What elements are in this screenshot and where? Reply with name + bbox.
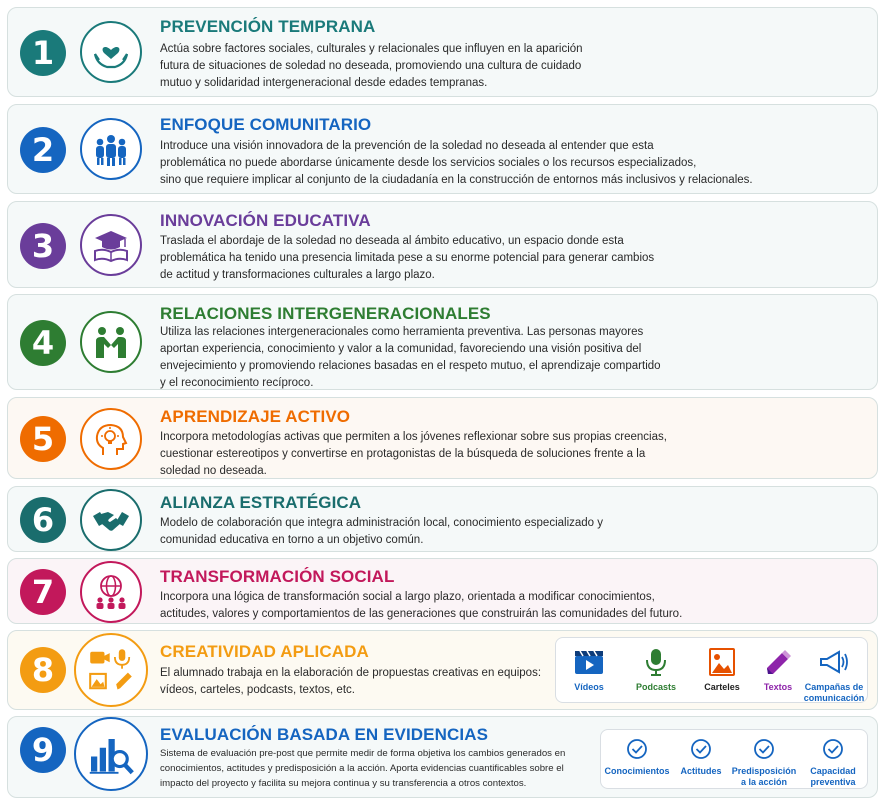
format-carteles: Carteles: [694, 648, 750, 693]
icon-ring: [80, 214, 142, 276]
card-alianza-estrategica: [7, 486, 878, 552]
card-relaciones-intergeneracionales: [7, 294, 878, 390]
card-creatividad-aplicada: [7, 630, 878, 710]
globe-people-icon: [91, 572, 131, 612]
card-title: EVALUACIÓN BASADA EN EVIDENCIAS: [160, 725, 489, 744]
card-title: TRANSFORMACIÓN SOCIAL: [160, 567, 395, 586]
card-enfoque-comunitario: [7, 104, 878, 194]
card-body: Sistema de evaluación pre-post que permite medir de forma objetiva los cambios generados en conocimientos, actitudes y predisposición a la acción. Aporta evidencias cuantificables sobre el impacto del proyecto y facilita su mejora continua y su transferencia a otros contextos.: [160, 748, 566, 789]
card-innovacion-educativa: [7, 201, 878, 288]
icon-ring: [80, 21, 142, 83]
card-body: Utiliza las relaciones intergeneracionales como herramienta preventiva. Las personas mayores aportan experiencia, conocimiento y valor a la comunidad, favoreciendo una visión positiva del envejecimiento y promoviendo relaciones basadas en el respeto mutuo, el aprendizaje compartido y el reconocimiento recíproco.: [160, 326, 661, 389]
microphone-icon: [640, 648, 672, 676]
check-circle-icon: [690, 738, 712, 760]
dimension-capacidad: Capacidad preventiva: [801, 738, 865, 788]
pencil-icon: [762, 648, 794, 676]
creative-formats-panel: [555, 637, 868, 703]
icon-ring: [80, 408, 142, 470]
number-badge: 7: [20, 569, 66, 615]
format-videos: Vídeos: [562, 648, 616, 693]
number-badge: 2: [20, 127, 66, 173]
graduation-book-icon: [91, 225, 131, 265]
number-badge: 1: [20, 30, 66, 76]
card-title: ALIANZA ESTRATÉGICA: [160, 493, 362, 512]
card-title: CREATIVIDAD APLICADA: [160, 642, 369, 661]
card-body: Incorpora metodologías activas que permiten a los jóvenes reflexionar sobre sus propias creencias, cuestionar estereotipos y convertirse en protagonistas de la búsqueda de soluciones frente a la soledad no deseada.: [160, 431, 667, 477]
two-people-handshake-icon: [91, 322, 131, 362]
card-body: Modelo de colaboración que integra administración local, conocimiento especializado y comunidad educativa en torno a un objetivo común.: [160, 517, 604, 546]
icon-ring: [80, 118, 142, 180]
creative-media-icon: [85, 644, 137, 696]
heart-hands-icon: [91, 32, 131, 72]
dimension-conocimientos: Conocimientos: [603, 738, 671, 777]
check-circle-icon: [753, 738, 775, 760]
card-body: Actúa sobre factores sociales, culturales y relacionales que influyen en la aparición futura de situaciones de soledad no deseada, promoviendo una cultura de cuidado mutuo y solidaridad intergeneracional desde edades tempranas.: [160, 43, 583, 89]
number-badge: 8: [20, 647, 66, 693]
dimension-actitudes: Actitudes: [671, 738, 731, 777]
number-badge: 4: [20, 320, 66, 366]
icon-ring: [80, 561, 142, 623]
number-badge: 9: [20, 727, 66, 773]
handshake-icon: [91, 500, 131, 540]
card-transformacion-social: [7, 558, 878, 624]
number-badge: 5: [20, 416, 66, 462]
icon-ring: [74, 717, 148, 791]
card-body: El alumnado trabaja en la elaboración de propuestas creativas en equipos: vídeos, carteles, podcasts, textos, etc.: [160, 667, 542, 696]
icon-ring: [74, 633, 148, 707]
dimension-predisposicion: Predisposición a la acción: [731, 738, 797, 788]
chart-magnifier-icon: [86, 729, 136, 779]
card-prevencion-temprana: [7, 7, 878, 97]
card-evaluacion-evidencias: [7, 716, 878, 798]
check-circle-icon: [822, 738, 844, 760]
format-textos: Textos: [754, 648, 802, 693]
format-podcasts: Podcasts: [627, 648, 685, 693]
number-badge: 6: [20, 497, 66, 543]
number-badge: 3: [20, 223, 66, 269]
icon-ring: [80, 311, 142, 373]
card-title: APRENDIZAJE ACTIVO: [160, 407, 351, 426]
card-title: RELACIONES INTERGENERACIONALES: [160, 304, 491, 323]
check-circle-icon: [626, 738, 648, 760]
card-body: Introduce una visión innovadora de la prevención de la soledad no deseada al entender que esta problemática no puede abordarse únicamente desde los servicios sociales o los recursos especializados, sino que requiere implicar al conjunto de la ciudadanía en la construcción de entornos más inclusivos y relacionales.: [160, 140, 753, 186]
card-body: Incorpora una lógica de transformación social a largo plazo, orientada a modificar conocimientos, actitudes, valores y comportamientos de las generaciones que construirán las comunidades del futuro.: [160, 591, 683, 620]
card-title: INNOVACIÓN EDUCATIVA: [160, 211, 371, 230]
format-campanas: Campañas de comunicación: [802, 648, 866, 704]
community-group-icon: [91, 129, 131, 169]
megaphone-icon: [818, 648, 850, 676]
head-lightbulb-icon: [91, 419, 131, 459]
card-title: ENFOQUE COMUNITARIO: [160, 115, 372, 134]
icon-ring: [80, 489, 142, 551]
clapperboard-icon: [573, 648, 605, 676]
card-body: Traslada el abordaje de la soledad no deseada al ámbito educativo, un espacio donde esta problemática ha tenido una presencia limitada pese a su enorme potencial para generar cambios de actitud y transformaciones culturales a largo plazo.: [160, 235, 655, 281]
evidence-dimensions-panel: [600, 729, 868, 789]
card-aprendizaje-activo: [7, 397, 878, 479]
poster-icon: [706, 648, 738, 676]
card-title: PREVENCIÓN TEMPRANA: [160, 17, 376, 36]
